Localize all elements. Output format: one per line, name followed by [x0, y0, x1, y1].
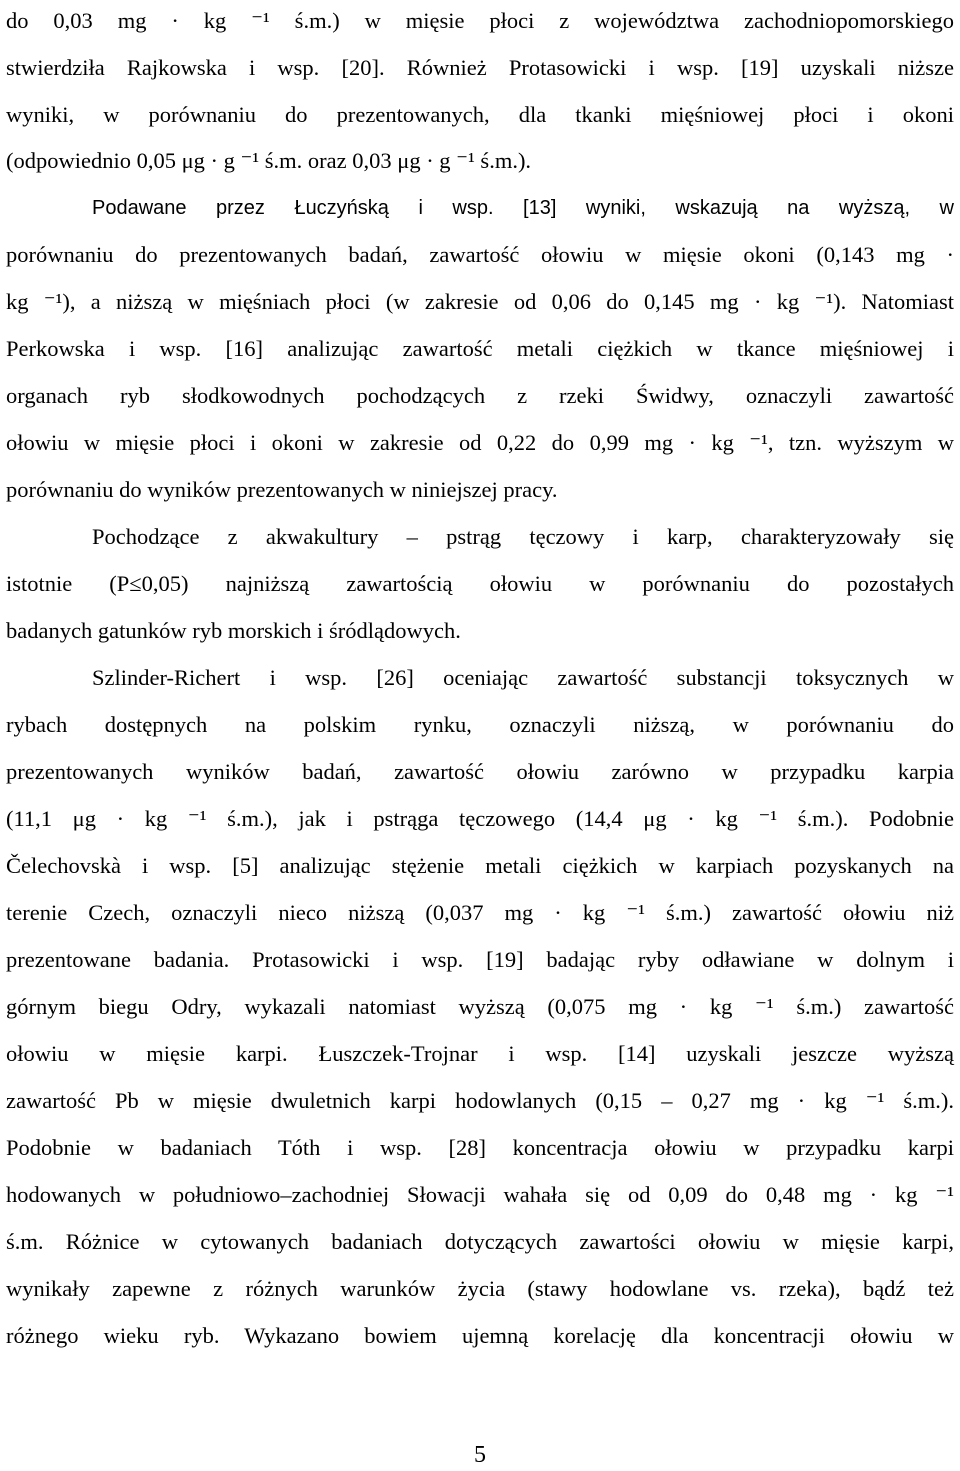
text-line: ołowiu w mięsie płoci i okoni w zakresie od 0,22 do 0,99 mg · kg ⁻¹, tzn. wyższym w — [6, 430, 954, 455]
text-line: Perkowska i wsp. [16] analizując zawartość metali ciężkich w tkance mięśniowej i — [6, 336, 954, 361]
text-line: porównaniu do wyników prezentowanych w niniejszej pracy. — [6, 477, 558, 502]
text-line: zawartość Pb w mięsie dwuletnich karpi hodowlanych (0,15 – 0,27 mg · kg ⁻¹ ś.m.). — [6, 1088, 954, 1113]
text-line: (11,1 μg · kg ⁻¹ ś.m.), jak i pstrąga tęczowego (14,4 μg · kg ⁻¹ ś.m.). Podobnie — [6, 806, 954, 831]
text-line: rybach dostępnych na polskim rynku, oznaczyli niższą, w porównaniu do — [6, 712, 954, 737]
text-line: Podawane przez Łuczyńską i wsp. [13] wyniki, wskazują na wyższą, w — [92, 197, 954, 219]
text-line: porównaniu do prezentowanych badań, zawartość ołowiu w mięsie okoni (0,143 mg · — [6, 242, 954, 267]
text-line: kg ⁻¹), a niższą w mięśniach płoci (w zakresie od 0,06 do 0,145 mg · kg ⁻¹). Natomiast — [6, 289, 954, 314]
page-number: 5 — [474, 1442, 486, 1468]
text-line: wyniki, w porównaniu do prezentowanych, dla tkanki mięśniowej płoci i okoni — [6, 102, 954, 127]
text-line: Pochodzące z akwakultury – pstrąg tęczowy i karp, charakteryzowały się — [92, 524, 954, 549]
text-line: terenie Czech, oznaczyli nieco niższą (0,037 mg · kg ⁻¹ ś.m.) zawartość ołowiu niż — [6, 900, 954, 925]
text-line: Szlinder-Richert i wsp. [26] oceniając zawartość substancji toksycznych w — [92, 665, 954, 690]
text-line: ołowiu w mięsie karpi. Łuszczek-Trojnar i wsp. [14] uzyskali jeszcze wyższą — [6, 1041, 954, 1066]
text-line: górnym biegu Odry, wykazali natomiast wyższą (0,075 mg · kg ⁻¹ ś.m.) zawartość — [6, 994, 954, 1019]
text-line: Podobnie w badaniach Tóth i wsp. [28] koncentracja ołowiu w przypadku karpi — [6, 1135, 954, 1160]
text-line: hodowanych w południowo–zachodniej Słowacji wahała się od 0,09 do 0,48 mg · kg ⁻¹ — [6, 1182, 954, 1207]
text-line: (odpowiednio 0,05 μg · g ⁻¹ ś.m. oraz 0,03 μg · g ⁻¹ ś.m.). — [6, 148, 532, 173]
text-line: do 0,03 mg · kg ⁻¹ ś.m.) w mięsie płoci z województwa zachodniopomorskiego — [6, 8, 954, 33]
text-line: prezentowanych wyników badań, zawartość ołowiu zarówno w przypadku karpia — [6, 759, 954, 784]
text-line: badanych gatunków ryb morskich i śródlądowych. — [6, 618, 461, 643]
text-line: ś.m. Różnice w cytowanych badaniach dotyczących zawartości ołowiu w mięsie karpi, — [6, 1229, 954, 1254]
text-line: prezentowane badania. Protasowicki i wsp. [19] badając ryby odławiane w dolnym i — [6, 947, 954, 972]
text-line: istotnie (P≤0,05) najniższą zawartością ołowiu w porównaniu do pozostałych — [6, 571, 954, 596]
text-line: organach ryb słodkowodnych pochodzących z rzeki Świdwy, oznaczyli zawartość — [6, 383, 954, 408]
text-line: różnego wieku ryb. Wykazano bowiem ujemną korelację dla koncentracji ołowiu w — [6, 1323, 954, 1348]
text-line: stwierdziła Rajkowska i wsp. [20]. Również Protasowicki i wsp. [19] uzyskali niższe — [6, 55, 954, 80]
text-line: wynikały zapewne z różnych warunków życia (stawy hodowlane vs. rzeka), bądź też — [6, 1276, 954, 1301]
text-line: Čelechovskà i wsp. [5] analizując stężenie metali ciężkich w karpiach pozyskanych na — [6, 853, 954, 878]
